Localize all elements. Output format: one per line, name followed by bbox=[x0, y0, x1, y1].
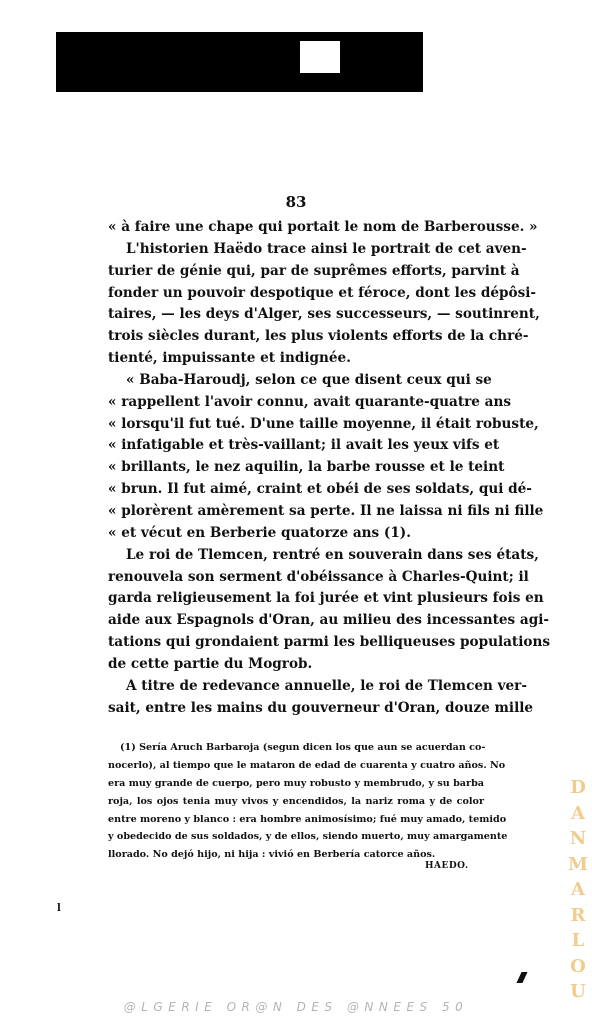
watermark-letter: A bbox=[571, 879, 585, 900]
footnote-line: (1) Sería Aruch Barbaroja (segun dicen los que aun se acuerdan co- bbox=[120, 742, 486, 753]
text-line: « rappellent l'avoir connu, avait quarante-quatre ans bbox=[108, 393, 512, 410]
footnote-line: entre moreno y blanco : era hombre animosísimo; fué muy amado, temido bbox=[108, 813, 507, 825]
text-line: trois siècles durant, les plus violents efforts de la chré- bbox=[108, 328, 529, 345]
text-line: aide aux Espagnols d'Oran, au milieu des incessantes agi- bbox=[108, 612, 550, 629]
watermark-letter: U bbox=[570, 981, 586, 1002]
text-line: garda religieusement la foi jurée et vint plusieurs fois en bbox=[108, 590, 544, 607]
text-line: Le roi de Tlemcen, rentré en souverain dans ses états, bbox=[126, 546, 539, 563]
text-line: « brun. Il fut aimé, craint et obéi de ses soldats, qui dé- bbox=[108, 481, 532, 498]
text-line: « brillants, le nez aquilin, la barbe rousse et le teint bbox=[108, 459, 505, 476]
footnote-line: roja, los ojos tenia muy vivos y encendidos, la nariz roma y de color bbox=[108, 795, 484, 807]
redaction-gap bbox=[300, 41, 340, 73]
watermark-side bbox=[566, 775, 590, 1005]
text-line: sait, entre les mains du gouverneur d'Oran, douze mille bbox=[108, 699, 534, 716]
text-line: turier de génie qui, par de suprêmes efforts, parvint à bbox=[108, 262, 520, 279]
footnote-line: era muy grande de cuerpo, pero muy robusto y membrudo, y su barba bbox=[108, 777, 484, 789]
text-line: renouvela son serment d'obéissance à Charles-Quint; il bbox=[108, 568, 529, 585]
text-line: « infatigable et très-vaillant; il avait les yeux vifs et bbox=[108, 437, 500, 454]
watermark-letter: M bbox=[568, 853, 588, 875]
watermark-letter: D bbox=[570, 777, 586, 798]
text-line: « et vécut en Berberie quatorze ans (1). bbox=[108, 524, 411, 541]
text-line: taires, — les deys d'Alger, ses successeurs, — soutinrent, bbox=[108, 306, 540, 323]
footnote-line: nocerlo), al tiempo que le mataron de edad de cuarenta y cuatro años. No bbox=[108, 759, 506, 771]
redaction-bar bbox=[56, 32, 423, 92]
main-text-block bbox=[108, 217, 550, 719]
watermark-letter: A bbox=[571, 802, 585, 824]
footnote-line: y obedecido de sus soldados, y de ellos, siendo muerto, muy amargamente bbox=[108, 831, 508, 843]
stray-mark: l bbox=[57, 903, 61, 914]
footnote-signature: HAEDO. bbox=[425, 861, 469, 871]
text-line: « Baba-Haroudj, selon ce que disent ceux qui se bbox=[126, 371, 492, 388]
footnote-block bbox=[108, 739, 508, 864]
text-line: « plorèrent amèrement sa perte. Il ne laissa ni fils ni fille bbox=[108, 502, 544, 519]
text-line: de cette partie du Mogrob. bbox=[108, 655, 313, 672]
text-line: L'historien Haëdo trace ainsi le portrait de cet aven- bbox=[126, 240, 527, 257]
page-number: 83 bbox=[285, 193, 307, 211]
stray-ink-mark bbox=[516, 972, 527, 983]
text-line: « lorsqu'il fut tué. D'une taille moyenne, il était robuste, bbox=[108, 415, 539, 432]
text-line: tations qui grondaient parmi les belliqueuses populations bbox=[108, 634, 550, 651]
watermark-bottom: @LGERIE OR@N DES @NNEES 50 bbox=[123, 1000, 469, 1014]
text-line: A titre de redevance annuelle, le roi de Tlemcen ver- bbox=[126, 677, 527, 694]
watermark-letter: N bbox=[569, 828, 587, 849]
watermark-letter: R bbox=[570, 904, 586, 926]
watermark-letter: L bbox=[571, 930, 585, 951]
text-line: fonder un pouvoir despotique et féroce, dont les dépôsi- bbox=[108, 284, 537, 301]
text-line: tienté, impuissante et indignée. bbox=[108, 350, 351, 367]
footnote-line: llorado. No dejó hijo, ni hija : vivió en Berbería catorce años. bbox=[108, 849, 436, 861]
text-line: « à faire une chape qui portait le nom de Barberousse. » bbox=[108, 219, 538, 235]
watermark-letter: O bbox=[570, 955, 586, 977]
